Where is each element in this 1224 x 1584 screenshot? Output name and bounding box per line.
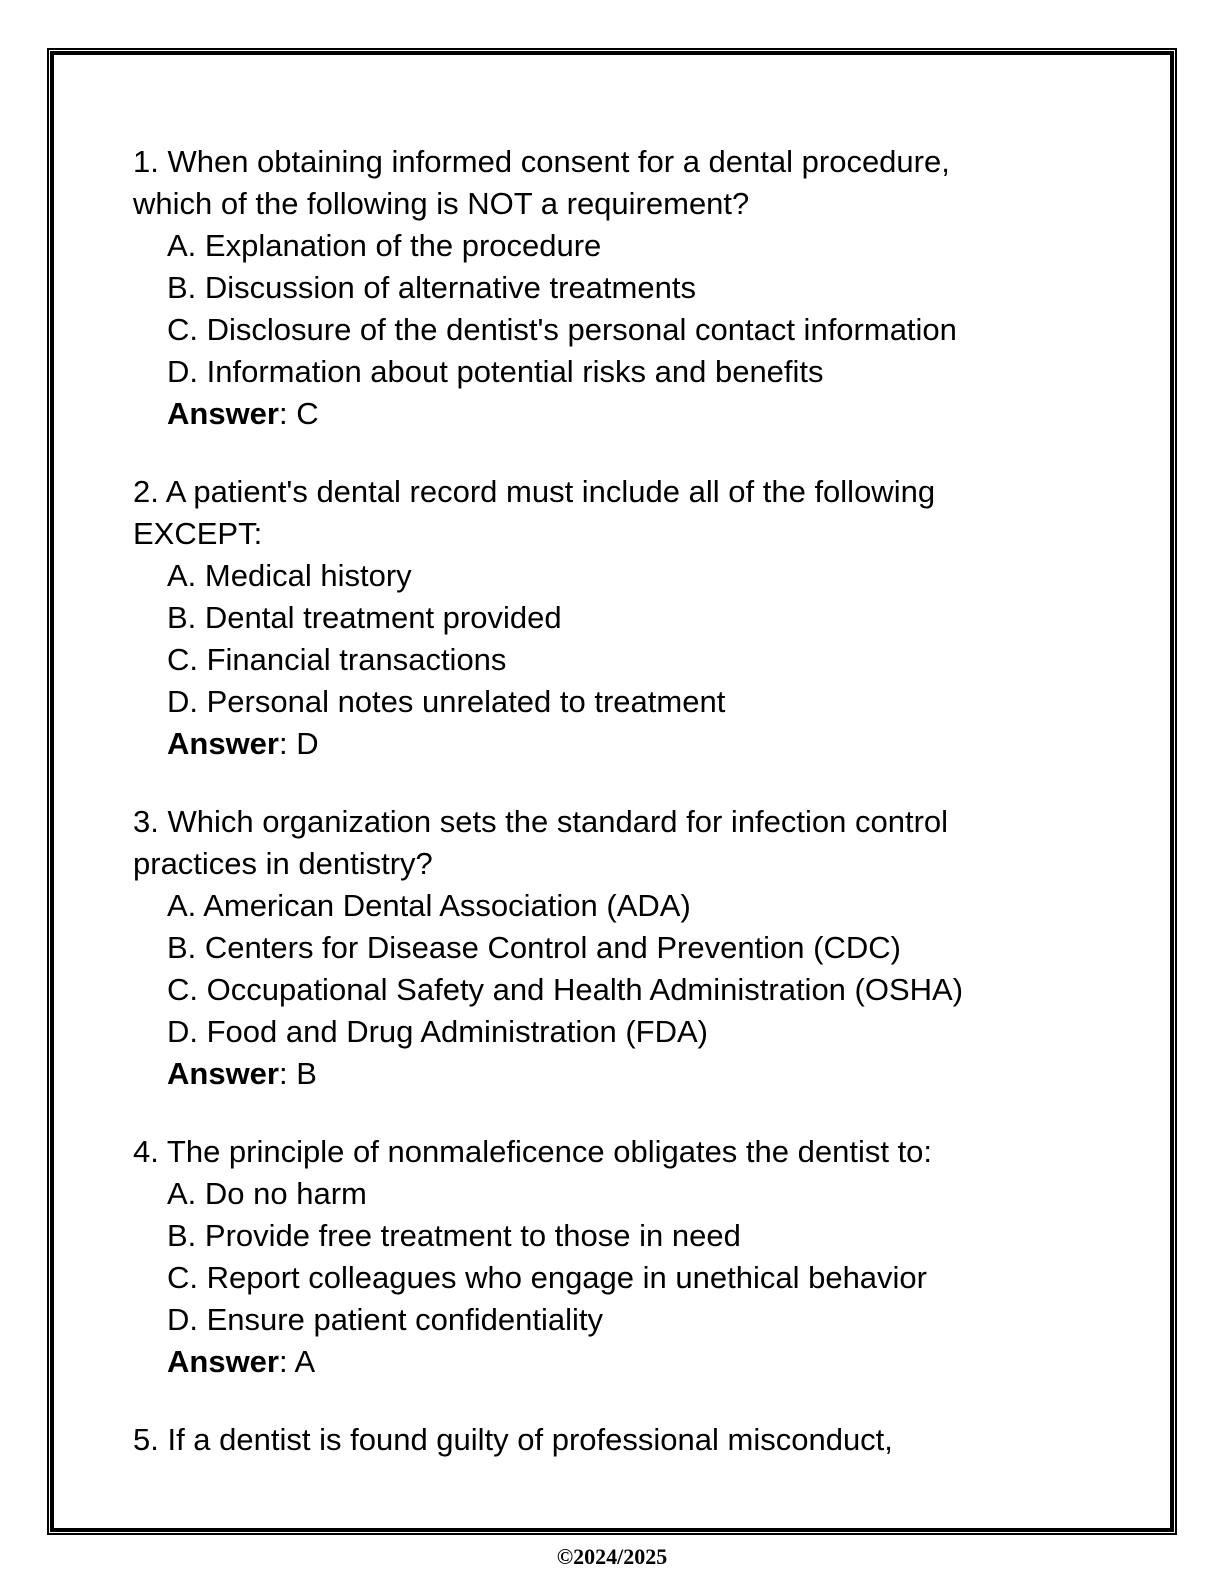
question-5 [133, 1419, 1130, 1461]
question-2-option-a: A. Medical history [167, 558, 412, 593]
question-4-option-a: A. Do no harm [167, 1176, 367, 1211]
answer-label: Answer [167, 726, 279, 761]
question-3 [133, 801, 1130, 1095]
question-3-text-wrap: practices in dentistry? [133, 846, 433, 881]
question-1-option-a: A. Explanation of the procedure [167, 228, 602, 263]
question-3-option-d: D. Food and Drug Administration (FDA) [167, 1014, 708, 1049]
answer-separator: : [278, 1056, 297, 1091]
answer-value: B [296, 1056, 317, 1091]
question-1-option-c: C. Disclosure of the dentist's personal contact information [167, 312, 957, 347]
question-1-answer [133, 393, 1130, 435]
quiz-content [133, 141, 1130, 1461]
question-1-text: 1. When obtaining informed consent for a dental procedure, [133, 144, 950, 179]
question-5-text: 5. If a dentist is found guilty of professional misconduct, [133, 1422, 893, 1457]
answer-value: C [296, 396, 319, 431]
question-1-option-b: B. Discussion of alternative treatments [167, 270, 696, 305]
question-2-option-c: C. Financial transactions [167, 642, 507, 677]
question-2 [133, 471, 1130, 765]
question-4 [133, 1131, 1130, 1383]
question-4-text: 4. The principle of nonmaleficence obligates the dentist to: [133, 1134, 933, 1169]
question-2-answer [133, 723, 1130, 765]
question-1-text-wrap: which of the following is NOT a requirement? [133, 186, 750, 221]
answer-separator: : [278, 396, 297, 431]
question-3-option-c: C. Occupational Safety and Health Administration (OSHA) [167, 972, 964, 1007]
page-border-inner [50, 51, 1174, 1569]
answer-separator: : [278, 1344, 295, 1379]
question-3-answer [133, 1053, 1130, 1095]
question-2-option-b: B. Dental treatment provided [167, 600, 562, 635]
footer-copyright: ©2024/2025 [556, 1544, 668, 1569]
answer-label: Answer [167, 396, 279, 431]
question-4-option-d: D. Ensure patient confidentiality [167, 1302, 603, 1337]
question-2-text: 2. A patient's dental record must include all of the following [133, 474, 936, 509]
question-4-answer [133, 1341, 1130, 1383]
question-3-option-b: B. Centers for Disease Control and Prevention (CDC) [167, 930, 901, 965]
answer-label: Answer [167, 1056, 279, 1091]
question-4-option-c: C. Report colleagues who engage in unethical behavior [167, 1260, 927, 1295]
answer-value: D [296, 726, 319, 761]
question-1-option-d: D. Information about potential risks and benefits [167, 354, 824, 389]
question-3-option-a: A. American Dental Association (ADA) [167, 888, 691, 923]
page-border-frame [47, 48, 1177, 1569]
question-4-option-b: B. Provide free treatment to those in need [167, 1218, 741, 1253]
question-2-option-d: D. Personal notes unrelated to treatment [167, 684, 726, 719]
answer-separator: : [278, 726, 297, 761]
answer-label: Answer [167, 1344, 279, 1379]
answer-value: A [294, 1344, 316, 1379]
question-3-text: 3. Which organization sets the standard for infection control [133, 804, 949, 839]
question-2-text-wrap: EXCEPT: [133, 516, 263, 551]
question-1 [133, 141, 1130, 435]
